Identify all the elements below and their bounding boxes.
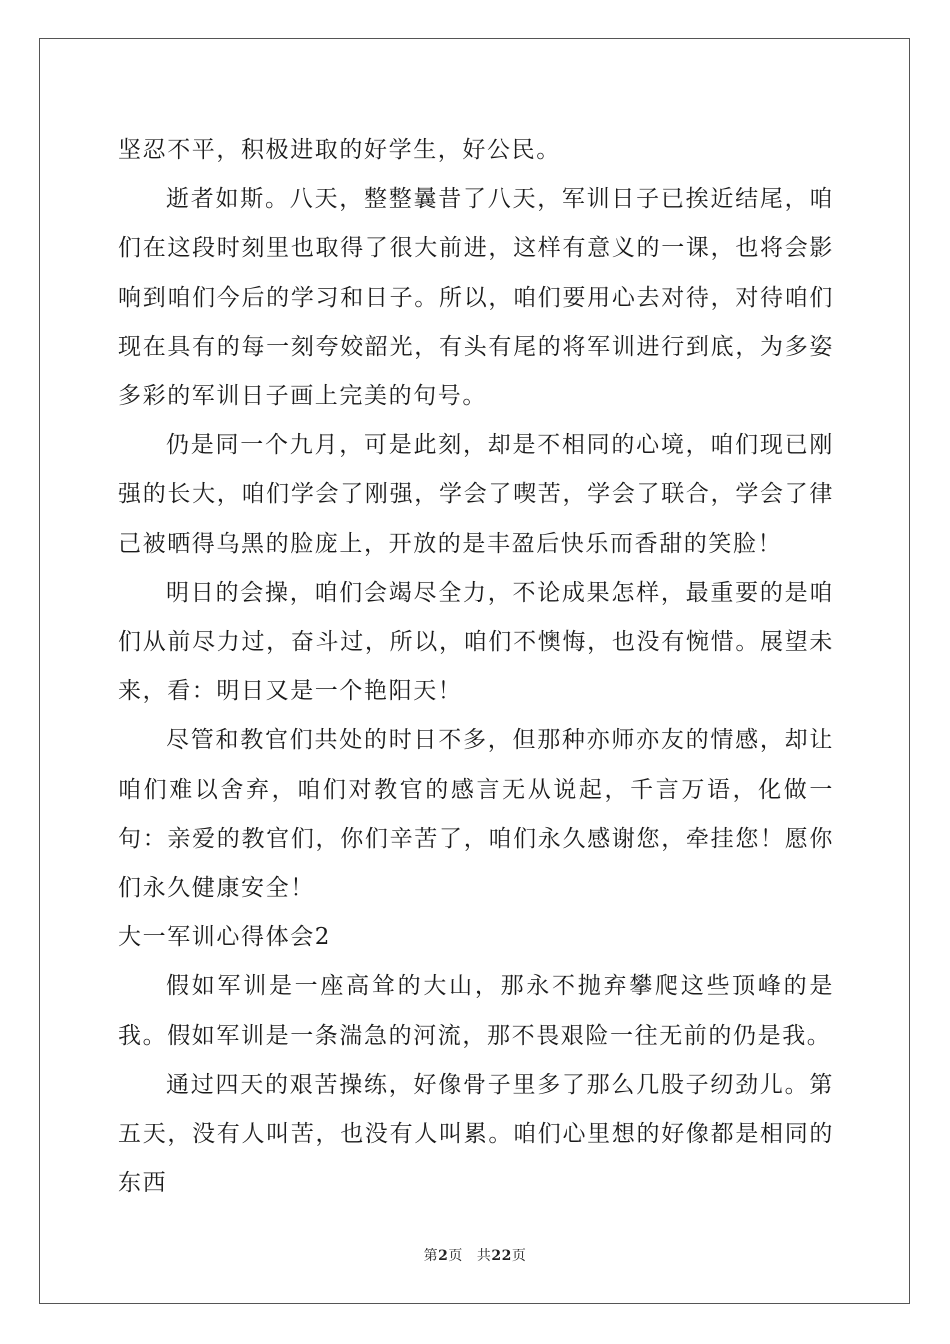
total-suffix: 页	[511, 1248, 527, 1264]
page-suffix: 页	[448, 1248, 463, 1264]
total-prefix: 共	[476, 1248, 492, 1264]
paragraph: 逝者如斯。八天，整整曩昔了八天，军训日子已挨近结尾，咱们在这段时刻里也取得了很大前进，这样有意义的一课，也将会影响到咱们今后的学习和日子。所以，咱们要用心去对待，对待咱们现在具有的每一刻夸姣韶光，有头有尾的将军训进行到底，为多姿多彩的军训日子画上完美的句号。	[118, 186, 834, 410]
paragraph: 尽管和教官们共处的时日不多，但那种亦师亦友的情感，却让咱们难以舍弃，咱们对教官的感言无从说起，千言万语，化做一句：亲爱的教官们，你们辛苦了，咱们永久感谢您，牵挂您！愿你们永久健康安全！	[118, 727, 834, 902]
paragraph: 坚忍不平，积极进取的好学生，好公民。	[118, 137, 561, 163]
total-pages: 22	[491, 1248, 512, 1264]
paragraph: 明日的会操，咱们会竭尽全力，不论成果怎样，最重要的是咱们从前尽力过，奋斗过，所以，咱们不懊悔，也没有惋惜。展望未来，看：明日又是一个艳阳天！	[118, 579, 834, 705]
paragraph: 通过四天的艰苦操练，好像骨子里多了那么几股子纫劲儿。第五天，没有人叫苦，也没有人叫累。咱们心里想的好像都是相同的东西	[118, 1071, 834, 1197]
section-heading: 大一军训心得体会2	[118, 924, 332, 951]
document-body	[118, 126, 834, 1208]
page-number: 2	[438, 1248, 449, 1264]
paragraph: 仍是同一个九月，可是此刻，却是不相同的心境，咱们现已刚强的长大，咱们学会了刚强，学会了喫苦，学会了联合，学会了律己被晒得乌黑的脸庞上，开放的是丰盈后快乐而香甜的笑脸！	[118, 432, 834, 557]
page-prefix: 第	[423, 1248, 439, 1264]
page-footer	[0, 1245, 950, 1265]
paragraph: 假如军训是一座高耸的大山，那永不抛弃攀爬这些顶峰的是我。假如军训是一条湍急的河流，那不畏艰险一往无前的仍是我。	[118, 973, 834, 1049]
